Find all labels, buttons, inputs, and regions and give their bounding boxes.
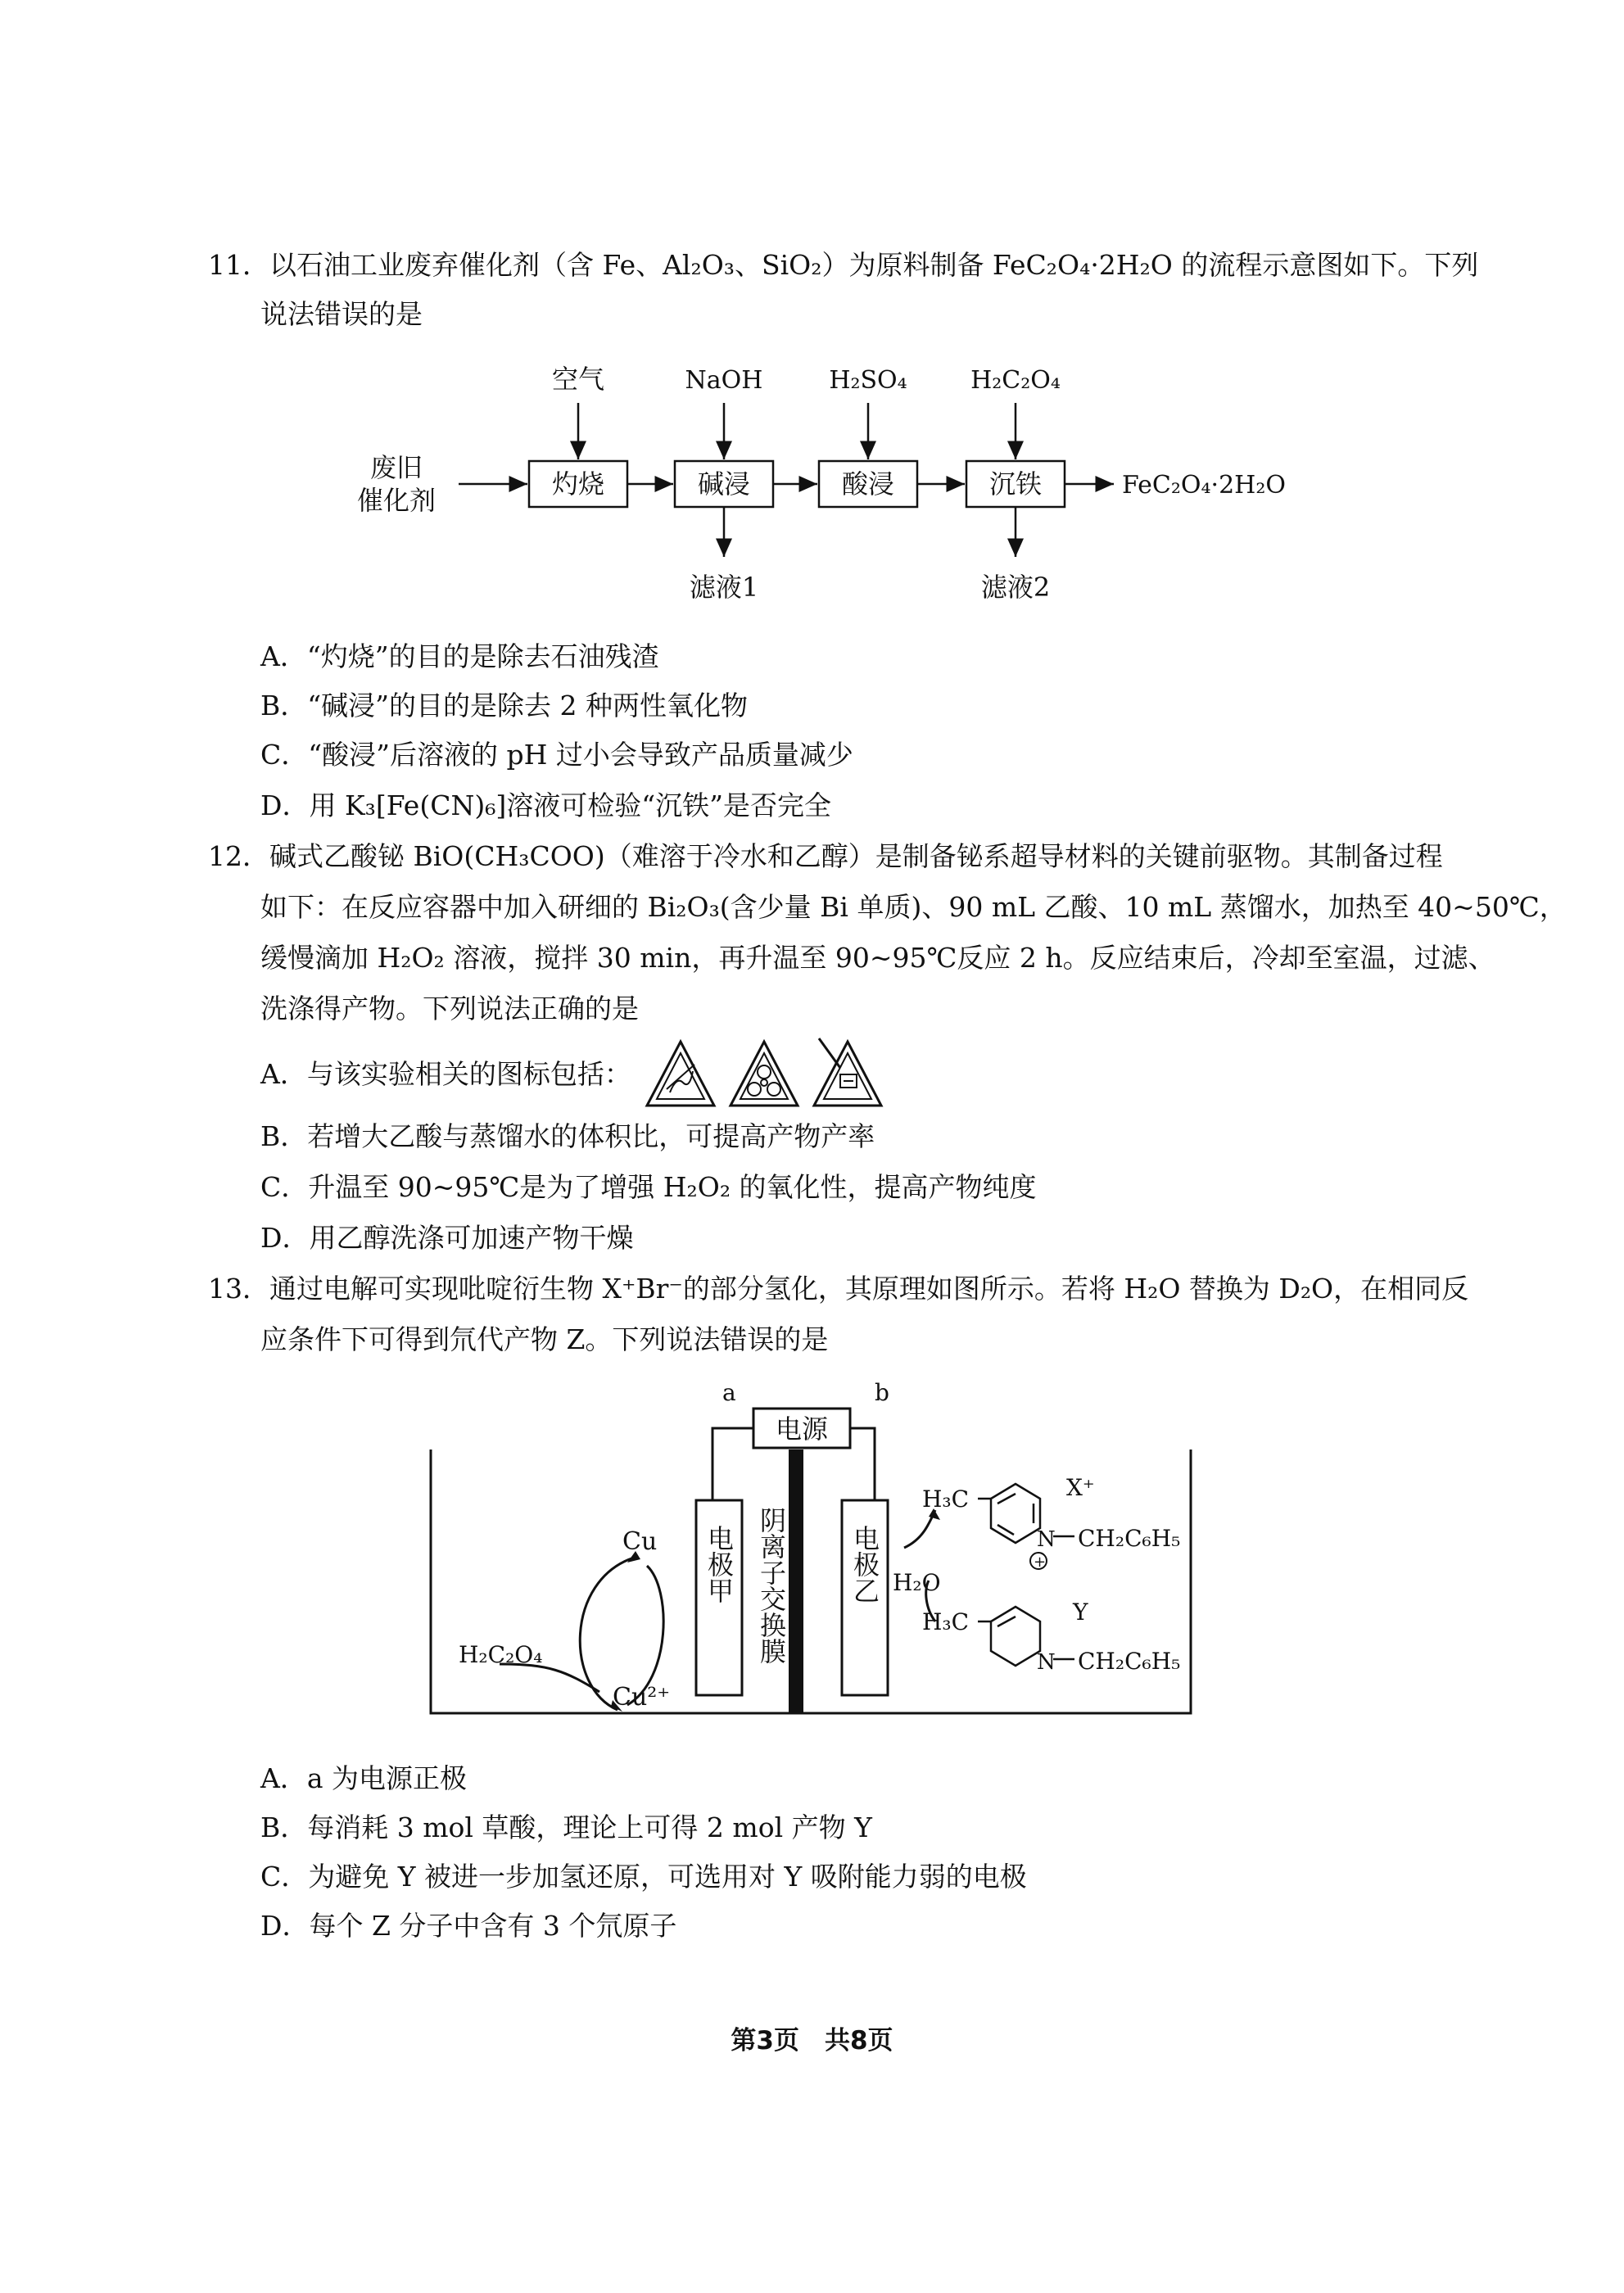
step-roast: 灼烧	[551, 468, 605, 500]
svg-text:+: +	[1034, 1554, 1047, 1571]
q13-electrolysis-diagram	[426, 1376, 1212, 1728]
x-nitrogen: N	[1037, 1527, 1056, 1552]
cu2-label: Cu²⁺	[613, 1683, 671, 1712]
q11-stem-line2: 说法错误的是	[260, 298, 423, 330]
electrode-right-label: 电极乙	[849, 1525, 880, 1603]
q12-option-c[interactable]: C．升温至 90~95℃是为了增强 H₂O₂ 的氧化性，提高产物纯度	[260, 1171, 1037, 1203]
pyridinium-ring	[978, 1484, 1074, 1543]
ventilation-fan-icon	[731, 1042, 798, 1106]
step-iron: 沉铁	[988, 468, 1043, 500]
product-label: FeC₂O₄·2H₂O	[1122, 471, 1286, 500]
reagent-air: 空气	[551, 364, 605, 395]
q12-option-d[interactable]: D．用乙醇洗涤可加速产物干燥	[260, 1222, 634, 1254]
q13-stem-line2: 应条件下可得到氘代产物 Z。下列说法错误的是	[260, 1323, 829, 1355]
q13-option-b[interactable]: B．每消耗 3 mol 草酸，理论上可得 2 mol 产物 Y	[260, 1811, 872, 1843]
page-footer: 第3页 共8页	[731, 2026, 893, 2056]
q11-option-c[interactable]: C．“酸浸”后溶液的 pH 过小会导致产品质量减少	[260, 739, 853, 771]
q12-option-b[interactable]: B．若增大乙酸与蒸馏水的体积比，可提高产物产率	[260, 1120, 875, 1152]
filtrate-2: 滤液2	[980, 572, 1051, 603]
q12-stem-line2: 如下：在反应容器中加入研细的 Bi₂O₃(含少量 Bi 单质)、90 mL 乙酸、10 mL 蒸馏水，加热至 40~50℃，	[260, 891, 1567, 923]
input-label-line2: 催化剂	[356, 485, 437, 516]
y-nitrogen: N	[1037, 1650, 1056, 1675]
y-label: Y	[1073, 1599, 1088, 1626]
dihydropyridine-ring	[978, 1607, 1074, 1666]
input-label-line1: 废旧	[369, 452, 423, 483]
q13-option-d[interactable]: D．每个 Z 分子中含有 3 个氘原子	[260, 1910, 677, 1942]
electrical-hazard-icon	[814, 1038, 881, 1106]
terminal-a: a	[722, 1379, 736, 1406]
y-methyl-label: H₃C	[922, 1608, 970, 1635]
x-benzyl: CH₂C₆H₅	[1078, 1525, 1181, 1552]
oxalic-label: H₂C₂O₄	[459, 1641, 543, 1668]
q12-stem-line1: 12．碱式乙酸铋 BiO(CH₃COO)（难溶于冷水和乙醇）是制备铋系超导材料的关键前驱物。其制备过程	[208, 840, 1443, 872]
electrode-left-label: 电极甲	[703, 1525, 735, 1603]
cu-label: Cu	[622, 1527, 658, 1556]
water-label: H₂O	[893, 1569, 941, 1596]
q11-option-d[interactable]: D．用 K₃[Fe(CN)₆]溶液可检验“沉铁”是否完全	[260, 789, 832, 821]
terminal-b: b	[875, 1379, 889, 1406]
filtrate-1: 滤液1	[689, 572, 759, 603]
power-label: 电源	[775, 1413, 829, 1445]
step-alkali: 碱浸	[697, 468, 751, 500]
q11-stem-line1: 11．以石油工业废弃催化剂（含 Fe、Al₂O₃、SiO₂）为原料制备 FeC₂O₄·2H₂O 的流程示意图如下。下列	[208, 249, 1479, 281]
reagent-h2so4: H₂SO₄	[829, 366, 907, 395]
q11-flowchart	[328, 352, 1310, 614]
q11-option-a[interactable]: A．“灼烧”的目的是除去石油残渣	[260, 640, 659, 672]
reagent-naoh: NaOH	[685, 366, 763, 395]
q12-stem-line3: 缓慢滴加 H₂O₂ 溶液，搅拌 30 min，再升温至 90~95℃反应 2 h。反应结束后，冷却至室温，过滤、	[260, 942, 1495, 974]
step-acid: 酸浸	[841, 468, 895, 500]
reagent-h2c2o4: H₂C₂O₄	[970, 366, 1061, 395]
safety-icons	[644, 1035, 889, 1117]
q13-option-a[interactable]: A．a 为电源正极	[260, 1762, 467, 1794]
q12-option-a[interactable]: A．与该实验相关的图标包括：	[260, 1058, 631, 1090]
q13-option-c[interactable]: C．为避免 Y 被进一步加氢还原，可选用对 Y 吸附能力弱的电极	[260, 1861, 1027, 1893]
x-methyl-label: H₃C	[922, 1486, 970, 1513]
q12-stem-line4: 洗涤得产物。下列说法正确的是	[260, 993, 639, 1024]
y-benzyl: CH₂C₆H₅	[1078, 1648, 1181, 1675]
membrane-bar	[789, 1450, 803, 1713]
q13-stem-line1: 13．通过电解可实现吡啶衍生物 X⁺Br⁻的部分氢化，其原理如图所示。若将 H₂O 替换为 D₂O，在相同反	[208, 1273, 1469, 1305]
q11-option-b[interactable]: B．“碱浸”的目的是除去 2 种两性氧化物	[260, 690, 748, 721]
membrane-label: 阴离子交换膜	[756, 1507, 787, 1664]
x-label: X⁺	[1066, 1474, 1095, 1501]
hot-surface-icon	[647, 1042, 714, 1106]
